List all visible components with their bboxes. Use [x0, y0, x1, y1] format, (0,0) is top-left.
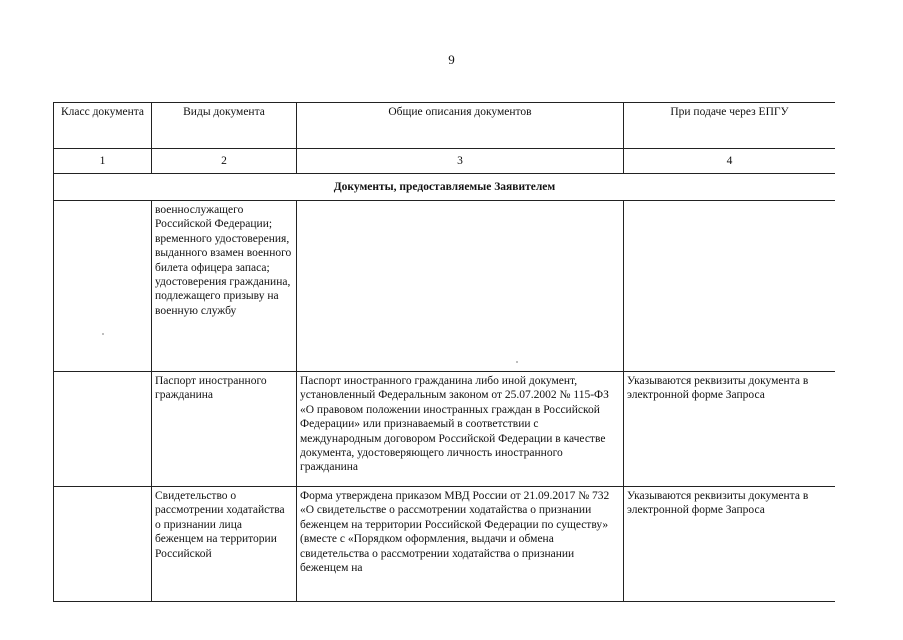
cell-type: военнослужащего Российской Федерации; временного удостоверения, выданного взамен военного билета офицера запаса; удостоверения гражданина, подлежащего призыву на военную службу — [152, 201, 297, 372]
section-row — [54, 174, 836, 201]
documents-table — [53, 102, 835, 602]
column-number-row — [54, 149, 836, 174]
cell-epgu: Указываются реквизиты документа в электронной форме Запроса — [624, 487, 836, 602]
header-epgu: При подаче через ЕПГУ — [624, 103, 836, 149]
column-number: 4 — [624, 149, 836, 174]
table-row — [54, 201, 836, 372]
table-row — [54, 372, 836, 487]
documents-table-container — [53, 102, 835, 640]
cell-type: Паспорт иностранного гражданина — [152, 372, 297, 487]
column-number: 3 — [297, 149, 624, 174]
header-class: Класс документа — [54, 103, 152, 149]
cell-class — [54, 372, 152, 487]
cell-description — [297, 201, 624, 372]
cell-epgu: Указываются реквизиты документа в электронной форме Запроса — [624, 372, 836, 487]
header-type: Виды документа — [152, 103, 297, 149]
page-number: 9 — [448, 52, 455, 67]
cell-epgu — [624, 201, 836, 372]
table-row — [54, 487, 836, 602]
header-row — [54, 103, 836, 149]
cell-description: Форма утверждена приказом МВД России от 21.09.2017 № 732 «О свидетельстве о рассмотрении ходатайства о признании беженцем на территории Российской Федерации по существу» (вместе с «Порядком оформления, выдачи и обмена свидетельства о рассмотрении ходатайства о признании беженцем на — [297, 487, 624, 602]
section-title: Документы, предоставляемые Заявителем — [54, 174, 836, 201]
cell-class — [54, 201, 152, 372]
cell-description: Паспорт иностранного гражданина либо иной документ, установленный Федеральным законом от 25.07.2002 № 115-ФЗ «О правовом положении иностранных граждан в Российской Федерации» или признаваемый в соответствии с международным договором Российской Федерации в качестве документа, удостоверяющего личность иностранного гражданина — [297, 372, 624, 487]
cell-class — [54, 487, 152, 602]
cell-type: Свидетельство о рассмотрении ходатайства о признании лица беженцем на территории Российской — [152, 487, 297, 602]
scan-speck — [516, 361, 518, 363]
column-number: 1 — [54, 149, 152, 174]
header-description: Общие описания документов — [297, 103, 624, 149]
scan-speck — [102, 333, 104, 335]
column-number: 2 — [152, 149, 297, 174]
